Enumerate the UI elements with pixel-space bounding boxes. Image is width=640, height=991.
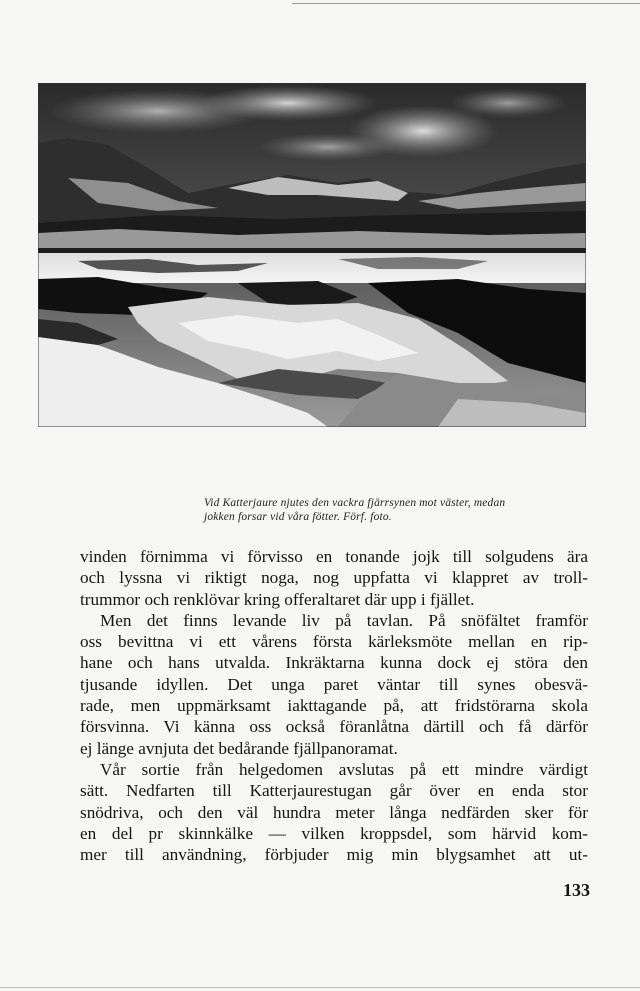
text-line: en del pr skinnkälke — vilken kroppsdel, som härvid kom- [80, 823, 588, 843]
bottom-rule [0, 987, 640, 988]
text-line: och lyssna vi riktigt noga, nog uppfatta vi klappret av troll- [80, 568, 588, 588]
text-line: tjusande idyllen. Det unga paret väntar till synes obesvä- [80, 674, 588, 694]
page-number: 133 [563, 880, 590, 900]
top-rule [292, 3, 640, 4]
text-line: försvinna. Vi känna oss också föranlåtna därtill och få därför [80, 717, 588, 737]
landscape-photo [38, 83, 586, 427]
photo-caption [204, 496, 594, 524]
text-line: Vår sortie från helgedomen avslutas på ett mindre värdigt [100, 759, 588, 779]
text-line: vinden förnimma vi förvisso en tonande jojk till solgudens ära [80, 547, 588, 566]
text-line: trummor och renklövar kring offeraltaret där upp i fjället. [80, 589, 475, 609]
text-line: Men det finns levande liv på tavlan. På snöfältet framför [100, 610, 588, 630]
text-line: sätt. Nedfarten till Katterjaurestugan går över en enda stor [80, 781, 588, 801]
body-text [80, 546, 588, 865]
text-line: ej länge avnjuta det bedårande fjällpanoramat. [80, 738, 398, 758]
text-line: rade, men uppmärksamt iakttagande på, att fridstörarna skola [80, 696, 588, 716]
text-line: snödriva, och den väl hundra meter långa nedfärden sker för [80, 802, 588, 822]
text-line: mer till användning, förbjuder mig min blygsamhet att ut- [80, 845, 588, 865]
caption-line: jokken forsar vid våra fötter. Förf. foto. [204, 511, 392, 523]
text-line: hane och hans utvalda. Inkräktarna kunna dock ej störa den [80, 653, 588, 673]
caption-line: Vid Katterjaure njutes den vackra fjärrsynen mot väster, medan [204, 497, 506, 509]
text-line: oss bevittna vi ett vårens första kärleksmöte mellan en rip- [80, 632, 588, 652]
